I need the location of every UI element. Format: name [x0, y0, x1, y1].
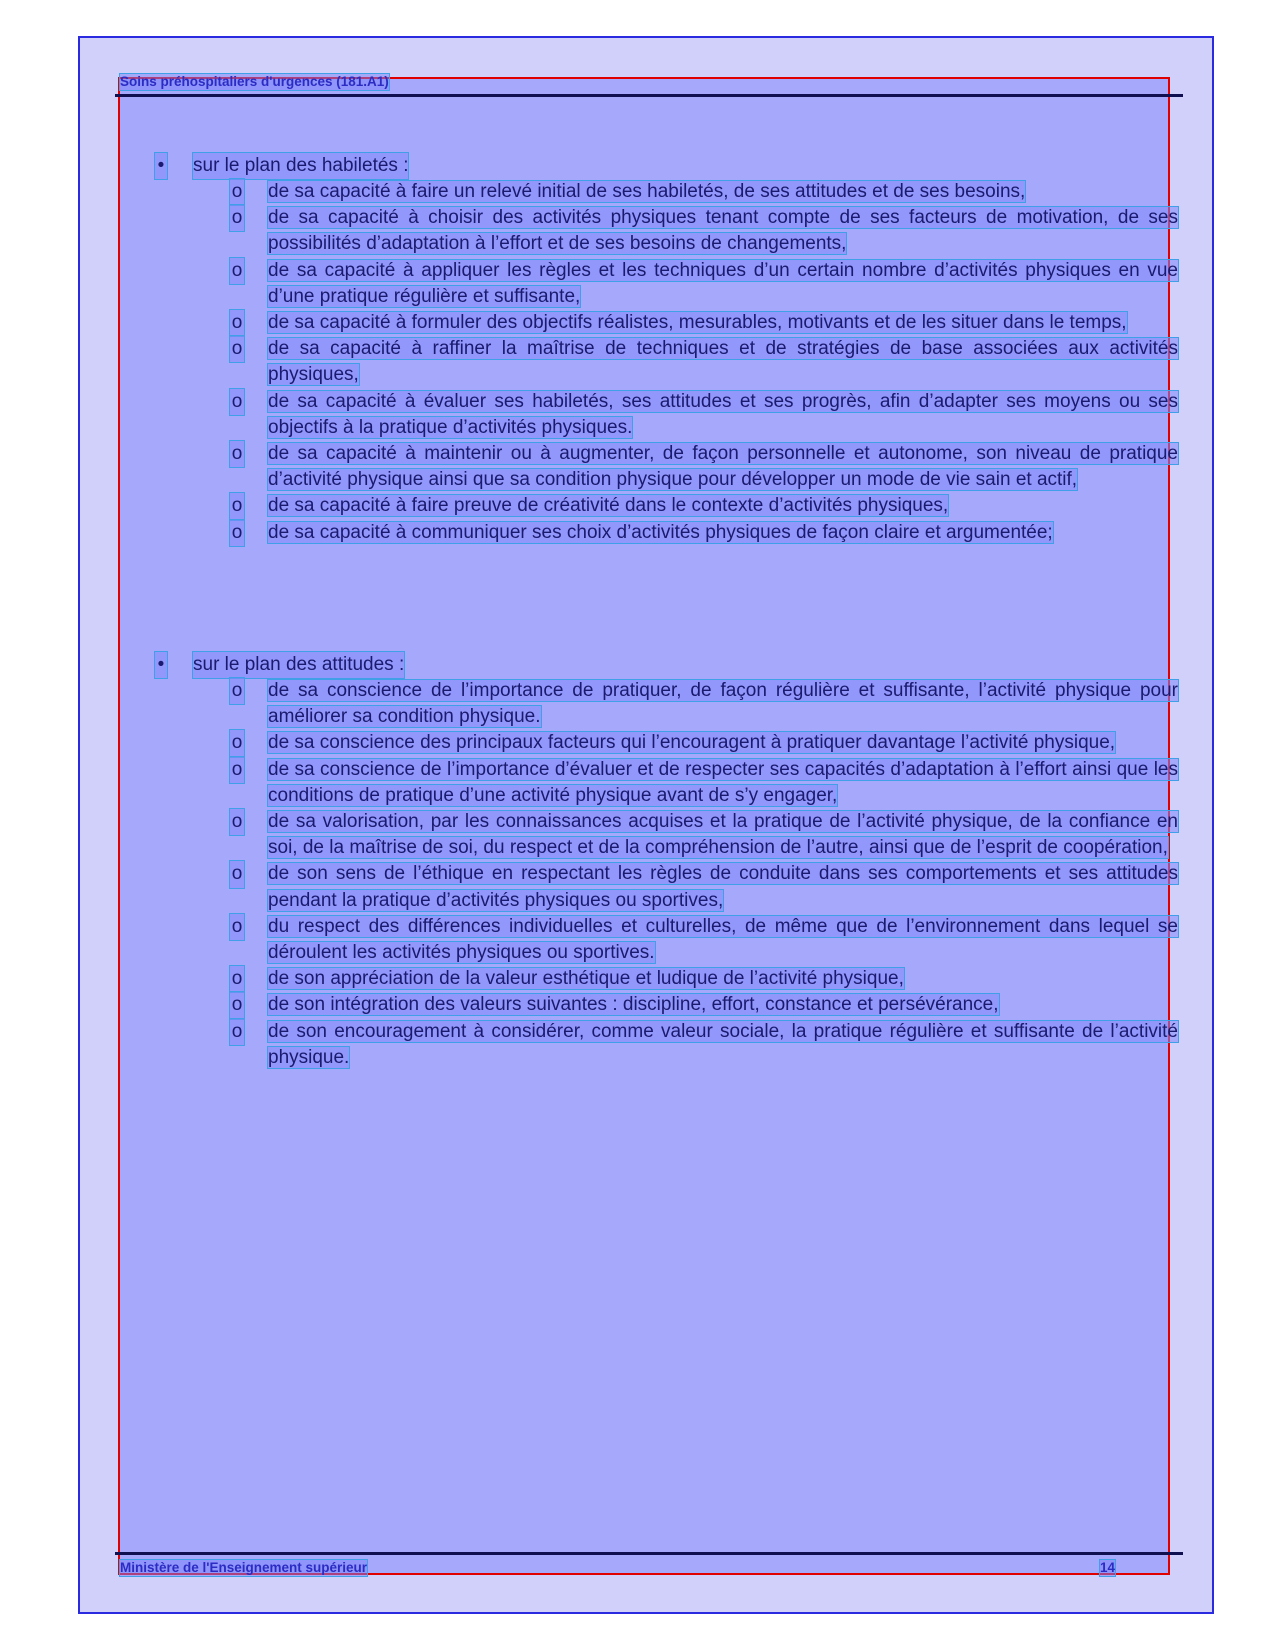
list-item: [0, 179, 1178, 205]
list-item: [0, 992, 1178, 1018]
list-item: [0, 493, 1178, 519]
section-heading: sur le plan des attitudes :: [193, 652, 404, 678]
circle-bullet-icon: o: [230, 493, 244, 519]
section-heading: sur le plan des habiletés :: [193, 153, 408, 179]
list-item-text: de sa conscience des principaux facteurs qui l’encouragent à pratiquer davantage l’activité physique,: [268, 732, 1116, 754]
circle-bullet-icon: o: [230, 992, 244, 1018]
list-item-text: de son sens de l’éthique en respectant les règles de conduite dans ses comportements et ses attitudes pendant la pratique d’activités physiques ou sportives,: [268, 863, 1178, 911]
list-item: [0, 966, 1178, 992]
list-item-text: de sa capacité à maintenir ou à augmenter, de façon personnelle et autonome, son niveau de pratique d’activité physique ainsi que sa condition physique pour développer un mode de vie sain et actif,: [268, 443, 1178, 491]
circle-bullet-icon: o: [230, 809, 244, 835]
list-item: [0, 389, 1178, 441]
circle-bullet-icon: o: [230, 336, 244, 362]
section-attitudes: [0, 652, 1275, 1071]
list-item: [0, 520, 1178, 546]
section-heading-row: [0, 652, 1275, 678]
circle-bullet-icon: o: [230, 389, 244, 415]
list-item-text: de sa capacité à choisir des activités physiques tenant compte de ses facteurs de motivation, de ses possibilités d’adaptation à l’effort et de ses besoins de changements,: [268, 207, 1178, 255]
bullet-icon: •: [155, 652, 167, 678]
circle-bullet-icon: o: [230, 310, 244, 336]
list-item: [0, 914, 1178, 966]
list-item: [0, 205, 1178, 257]
section-heading-row: [0, 153, 1275, 179]
bullet-icon: •: [155, 153, 167, 179]
circle-bullet-icon: o: [230, 730, 244, 756]
list-item-text: de sa capacité à appliquer les règles et les techniques d’un certain nombre d’activités physiques en vue d’une pratique régulière et suffisante,: [268, 259, 1178, 307]
list-item-text: de sa capacité à faire un relevé initial de ses habiletés, de ses attitudes et de ses besoins,: [268, 181, 1026, 202]
list-item-text: de son encouragement à considérer, comme valeur sociale, la pratique régulière et suffisante de l’activité physique.: [268, 1020, 1178, 1068]
circle-bullet-icon: o: [230, 861, 244, 887]
list-item-text: de sa capacité à formuler des objectifs réalistes, mesurables, motivants et de les situer dans le temps,: [268, 312, 1127, 334]
circle-bullet-icon: o: [230, 205, 244, 231]
circle-bullet-icon: o: [230, 966, 244, 992]
circle-bullet-icon: o: [230, 1019, 244, 1045]
circle-bullet-icon: o: [230, 258, 244, 284]
page-number: 14: [1100, 1560, 1116, 1575]
list-item: [0, 757, 1178, 809]
list-item: [0, 861, 1178, 913]
section-habiletes: [0, 153, 1275, 546]
list-item-text: de sa capacité à communiquer ses choix d’activités physiques de façon claire et argumentée;: [268, 521, 1053, 543]
list-item-text: de son intégration des valeurs suivantes : discipline, effort, constance et persévérance,: [268, 994, 999, 1016]
circle-bullet-icon: o: [230, 757, 244, 783]
list-item-text: de sa capacité à évaluer ses habiletés, ses attitudes et ses progrès, afin d’adapter ses moyens ou ses objectifs à la pratique d’activités physiques.: [268, 390, 1178, 438]
sub-list: [0, 179, 1275, 546]
list-item: [0, 809, 1178, 861]
footer-ministry: Ministère de l'Enseignement supérieur: [120, 1560, 368, 1575]
sub-list: [0, 678, 1275, 1071]
header-rule: [115, 94, 1183, 97]
list-item: [0, 1019, 1178, 1071]
list-item-text: de sa valorisation, par les connaissances acquises et la pratique de l’activité physique, de la confiance en soi, de la maîtrise de soi, du respect et de la compréhension de l’autre, ainsi que de l’esprit de coopération,: [268, 811, 1178, 859]
circle-bullet-icon: o: [230, 678, 244, 704]
list-item-text: de sa capacité à faire preuve de créativité dans le contexte d’activités physiques,: [268, 495, 949, 517]
circle-bullet-icon: o: [230, 441, 244, 467]
list-item: [0, 678, 1178, 730]
list-item-text: de sa conscience de l’importance d’évaluer et de respecter ses capacités d’adaptation à l’effort ainsi que les conditions de pratique d’une activité physique avant de s’y engager,: [268, 758, 1178, 806]
running-header: Soins préhospitaliers d'urgences (181.A1): [120, 74, 389, 89]
list-item-text: de son appréciation de la valeur esthétique et ludique de l’activité physique,: [268, 968, 904, 990]
circle-bullet-icon: o: [230, 914, 244, 940]
list-item: [0, 258, 1178, 310]
list-item-text: de sa capacité à raffiner la maîtrise de techniques et de stratégies de base associées aux activités physiques,: [268, 338, 1178, 386]
circle-bullet-icon: o: [230, 520, 244, 546]
list-item: [0, 310, 1178, 336]
list-item: [0, 441, 1178, 493]
list-item: [0, 730, 1178, 756]
footer-rule: [115, 1552, 1183, 1555]
circle-bullet-icon: o: [230, 179, 244, 205]
list-item: [0, 336, 1178, 388]
list-item-text: de sa conscience de l’importance de pratiquer, de façon régulière et suffisante, l’activité physique pour améliorer sa condition physique.: [268, 680, 1178, 728]
list-item-text: du respect des différences individuelles et culturelles, de même que de l’environnement dans lequel se déroulent les activités physiques ou sportives.: [268, 915, 1178, 964]
